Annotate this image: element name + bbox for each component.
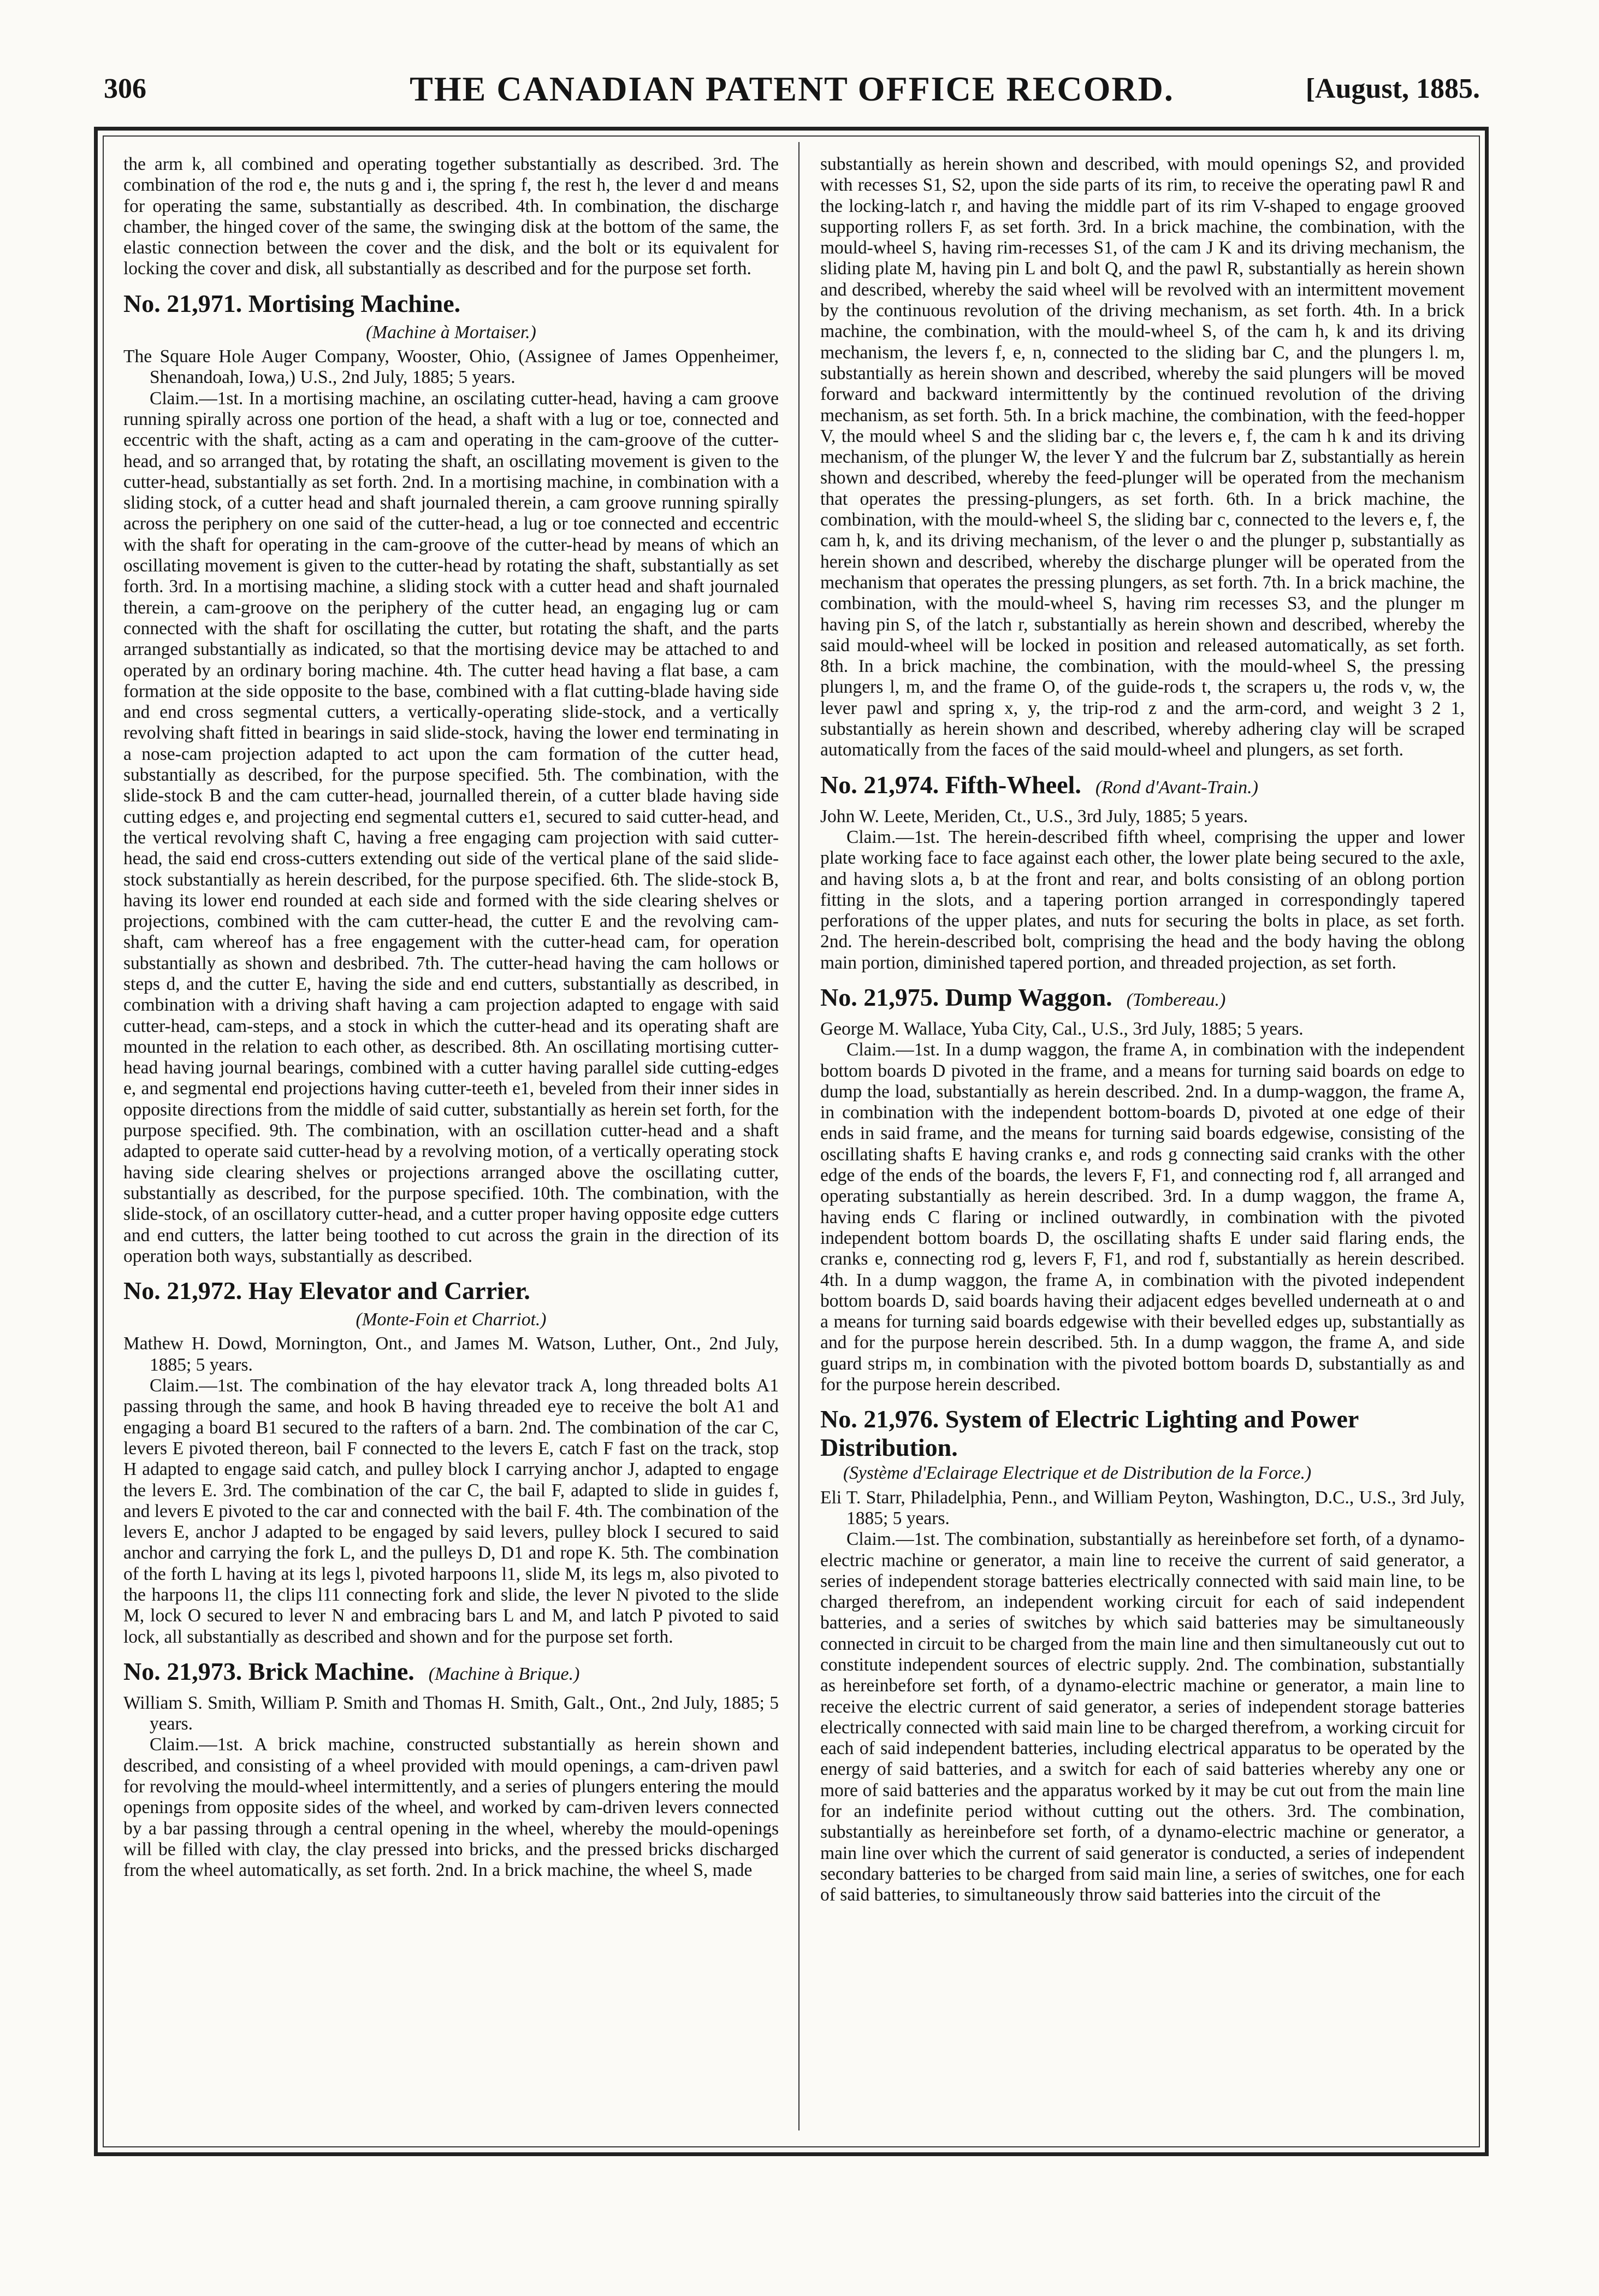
patent-title-21973: No. 21,973. Brick Machine. xyxy=(123,1657,414,1685)
claim-21975: Claim.—1st. In a dump waggon, the frame A, in combination with the independent bottom boards D pivoted in the frame, and a means for turning said boards on edge to dump the load, substantially as herein described. 2nd. In a dump-waggon, the frame A, in combination with the independent bottom-boards D, pivoted at one edge of their ends in said frame, and the means for turning said boards edgewise, consisting of the oscillating shafts E having cranks e, and rods g connecting said cranks with the other edge of the ends of the boards, the levers F, F1, and connecting rod f, all arranged and operating substantially as herein described. 3rd. In a dump waggon, the frame A, having ends C flaring or inclined outwardly, in combination with the pivoted independent bottom boards D, the oscillating shafts E under said flaring ends, the cranks e, connecting rod g, levers F, F1, and rod f, substantially as herein described. 4th. In a dump waggon, the frame A, in combination with the pivoted independent bottom boards D, said boards having their adjacent edges bevelled underneath at o and a means for turning said boards edgewise with their bevelled edges up, substantially as and for the purpose herein described. 5th. In a dump waggon, the frame A, and side guard strips m, in combination with the pivoted bottom boards D, substantially as and for the purpose herein described. xyxy=(820,1040,1465,1395)
patent-title-21974: No. 21,974. Fifth-Wheel. xyxy=(820,770,1081,799)
french-title-21975: (Tombereau.) xyxy=(1126,989,1226,1010)
claim-21971: Claim.—1st. In a mortising machine, an oscilating cutter-head, having a cam groove running spirally across one portion of the head, a shaft with a lug or toe, connected and eccentric with the shaft, acting as a cam and operating in the cam-groove of the cutter-head, and so arranged that, by rotating the shaft, an oscillating movement is given to the cutter-head, substantially as set forth. 2nd. In a mortising machine, in combination with a sliding stock, of a cutter head and shaft journaled therein, a cam groove running spirally across the periphery on one said of the cutter-head, a lug or toe connected and eccentric with the shaft for operating in the cam-groove of the cutter-head by means of which an oscillating movement is given to the cutter-head by rotating the shaft, substantially as set forth. 3rd. In a mortising machine, a sliding stock with a cutter head and shaft journaled therein, a cam-groove on the periphery of the cutter head, an engaging lug or cam connected with the shaft for oscillating the cutter, but rotating the shaft, and the parts arranged substantially as indicated, so that the mortising device may be attached to and operated by an ordinary boring machine. 4th. The cutter head having a flat base, a cam formation at the side opposite to the base, combined with a flat cutting-blade having side and end cross segmental cutters, a vertically-operating slide-stock, and a vertically revolving shaft fitted in bearings in said slide-stock, having the lower end terminating in a nose-cam projection adapted to act upon the cam formation of the cutter head, substantially as described, for the purpose specified. 5th. The combination, with the slide-stock B and the cam cutter-head, journalled therein, of a cutter blade having side cutting edges e, and projecting end segmental cutters e1, secured to said cutter-head, and the vertical revolving shaft C, having a free engaging cam projection with said cutter-head, the said end cross-cutters extending out side of the vertical plane of the said slide-stock substantially as herein described, for the purpose specified. 6th. The slide-stock B, having its lower end rounded at each side and formed with the side clearing shelves or projections, combined with the cam cutter-head, the cutter E and the revolving cam-shaft, cam whereof has a free engagement with the cutter-head cam, for operation substantially as shown and desbribed. 7th. The cutter-head having the cam hollows or steps d, and the cutter E, having the side and end cutters, substantially as described, in combination with a driving shaft having a cam projection adapted to engage with said cutter-head, cam-steps, and a stock in which the cutter-head and its operating shaft are mounted in the relation to each other, as described. 8th. An oscillating mortising cutter-head having journal bearings, combined with a cutter having parallel side cutting-edges e, and segmental end projections having cutter-teeth e1, beveled from their inner sides in opposite directions from the middle of said cutter, substantially as herein set forth, for the purpose specified. 9th. The combination, with an oscillation cutter-head and a shaft adapted to operate said cutter-head by a revolving motion, of a vertically operating stock having side clearing shelves or projections arranged above the oscillating cutter, substantially as described, for the purpose specified. 10th. The combination, with the slide-stock, of an oscillatory cutter-head, and a cutter proper having opposite edge cutters and end cutters, the latter being toothed to cut across the grain in the direction of its operation both ways, substantially as described. xyxy=(123,388,779,1266)
column-divider xyxy=(798,142,800,2130)
continued-claim-text-21973: substantially as herein shown and described, with mould openings S2, and provided with recesses S1, S2, upon the side parts of its rim, to receive the operating pawl R and the locking-latch r, and having the middle part of its rim V-shaped to engage grooved supporting rollers F, as set forth. 3rd. In a brick machine, the combination, with the mould-wheel S, having rim-recesses S1, of the cam J K and its driving mechanism, the sliding plate M, having pin L and bolt Q, and the pawl R, substantially as herein shown and described, whereby the said wheel will be revolved with an intermittent movement by the continuous revolution of the driving mechanism, as set forth. 4th. In a brick machine, the combination, with the mould-wheel S, of the cam h, k and its driving mechanism, the levers f, e, n, connected to the sliding bar C, and the plungers l. m, substantially as herein shown and described, whereby the said plungers will be moved forward and backward intermittently by the continued revolution of the driving mechanism, as set forth. 5th. In a brick machine, the combination, with the feed-hopper V, the mould wheel S and the sliding bar c, the levers e, f, the cam h k and its driving mechanism, of the plunger W, the lever Y and the fulcrum bar Z, substantially as herein shown and described, whereby the feed-plunger will be operated from the mechanism that operates the pressing-plungers, as set forth. 6th. In a brick machine, the combination, with the mould-wheel S, the sliding bar c, connected to the levers e, f, the cam h, k, and its driving mechanism, of the lever o and the plunger p, substantially as herein shown and described, whereby the discharge plunger will be operated from the mechanism that operates the pressing plungers, as set forth. 7th. In a brick machine, the combination, with the mould-wheel S, having rim recesses S3, and the plunger m having pin S, of the latch r, substantially as herein shown and described, whereby the said mould-wheel will be locked in position and released automatically, as set forth. 8th. In a brick machine, the combination, with the mould-wheel S, the pressing plungers l, m, and the frame O, of the guide-rods t, the scrapers u, the rods v, w, the lever pawl and spring x, y, the trip-rod z and the arm-cord, and weight 3 2 1, substantially as herein shown and described, whereby adhering clay will be scraped automatically from the faces of the said mould-wheel and plungers, as set forth. xyxy=(820,154,1465,760)
patent-heading-21975 xyxy=(820,983,1465,1014)
patent-heading-21974 xyxy=(820,771,1465,802)
right-column xyxy=(820,154,1465,2121)
assignee-21974: John W. Leete, Meriden, Ct., U.S., 3rd July, 1885; 5 years. xyxy=(820,806,1248,827)
french-title-21976: (Système d'Eclairage Electrique et de Distribution de la Force.) xyxy=(843,1463,1312,1484)
continued-claim-text: the arm k, all combined and operating together substantially as described. 3rd. The combination of the rod e, the nuts g and i, the spring f, the rest h, the lever d and means for operating the same, substantially as described. 4th. In combination, the discharge chamber, the hinged cover of the same, the swinging disk at the bottom of the same, the elastic connection between the cover and the disk, and the bolt or its equivalent for locking the cover and disk, all substantially as described and for the purpose set forth. xyxy=(123,154,779,279)
claim-21972: Claim.—1st. The combination of the hay elevator track A, long threaded bolts A1 passing through the same, and hook B having threaded eye to receive the bolt A1 and engaging a board B1 secured to the rafters of a barn. 2nd. The combination of the car C, levers E pivoted thereon, bail F connected to the levers E, catch F fast on the track, stop H adapted to engage said catch, and pulley block I carrying anchor J, adapted to engage the levers E. 3rd. The combination of the car C, the bail F, adapted to slide in guides f, and levers E pivoted to the car and connected with the bail F. 4th. The combination of the levers E, anchor J adapted to be engaged by said levers, pulley block I secured to said anchor and carrying the fork L, and the pulleys D, D1 and rope K. 5th. The combination of the forth L having at its legs l, pivoted harpoons l1, slide M, its legs m, also pivoted to the harpoons l1, the clips l11 connecting fork and slide, the lever N pivoted to the slide M, lock O secured to lever N and embracing bars L and M, and latch P pivoted to said lock, all substantially as described and shown and for the purpose set forth. xyxy=(123,1376,779,1647)
patent-heading-21973 xyxy=(123,1657,779,1689)
assignee-21972: Mathew H. Dowd, Mornington, Ont., and James M. Watson, Luther, Ont., 2nd July, 1885; 5 years. xyxy=(123,1333,779,1375)
french-title-21974: (Rond d'Avant-Train.) xyxy=(1095,777,1258,798)
assignee-21973: William S. Smith, William P. Smith and Thomas H. Smith, Galt., Ont., 2nd July, 1885; 5 years. xyxy=(123,1692,779,1734)
patent-heading-21976: No. 21,976. System of Electric Lighting and Power Distribution. xyxy=(820,1405,1359,1462)
assignee-21971: The Square Hole Auger Company, Wooster, Ohio, (Assignee of James Oppenheimer, Shenandoah, Iowa,) U.S., 2nd July, 1885; 5 years. xyxy=(123,346,779,388)
french-title-21973: (Machine à Brique.) xyxy=(428,1663,580,1684)
patent-heading-21971: No. 21,971. Mortising Machine. xyxy=(123,289,461,317)
patent-title-21975: No. 21,975. Dump Waggon. xyxy=(820,983,1112,1011)
assignee-21975: George M. Wallace, Yuba City, Cal., U.S., 3rd July, 1885; 5 years. xyxy=(820,1018,1304,1039)
page-number: 306 xyxy=(104,73,146,104)
claim-21974: Claim.—1st. The herein-described fifth wheel, comprising the upper and lower plate working face to face against each other, the lower plate being secured to the axle, and having slots a, b at the front and rear, and bolts consisting of an oblong portion fitting in the slots, and a tapering portion arranged in correspondingly tapered perforations of the upper plates, and nuts for securing the bolts in place, as set forth. 2nd. The herein-described bolt, comprising the head and the body having the oblong main portion, diminished tapered portion, and threaded projection, as set forth. xyxy=(820,827,1465,973)
french-title-21971: (Machine à Mortaiser.) xyxy=(366,322,536,343)
claim-21976: Claim.—1st. The combination, substantially as hereinbefore set forth, of a dynamo-electric machine or generator, a main line to receive the current of said generator, a series of independent storage batteries electrically connected with said main line, to be charged therefrom, an independent working circuit for each of said independent batteries, and a series of switches by which said batteries may be simultaneously connected in circuit to be charged from the main line and then simultaneously cut out to constitute independent sources of electric supply. 2nd. The combination, substantially as hereinbefore set forth, of a dynamo-electric machine or generator, a main line to receive the electric current of said generator, a series of independent storage batteries electrically connected with said main line to be charged therefrom, a working circuit for each of said independent batteries, including electrical apparatus to be operated by the energy of said batteries, and a switch for each of said batteries whereby any one or more of said batteries and the apparatus worked by it may be cut out from the main line for an indefinite period without cutting out the others. 3rd. The combination, substantially as hereinbefore set forth, of a dynamo-electric machine or generator, a main line over which the current of said generator is conducted, a series of independent secondary batteries to be charged from said main line, a series of switches, one for each of said batteries, to simultaneously throw said batteries into the circuit of the xyxy=(820,1529,1465,1905)
french-title-21972: (Monte-Foin et Charriot.) xyxy=(356,1309,547,1330)
issue-date: [August, 1885. xyxy=(1305,73,1480,104)
journal-title: THE CANADIAN PATENT OFFICE RECORD. xyxy=(410,69,1174,108)
left-column xyxy=(123,154,779,2121)
claim-21973: Claim.—1st. A brick machine, constructed substantially as herein shown and described, and consisting of a wheel provided with mould openings, a cam-driven pawl for revolving the mould-wheel intermittently, and a series of plungers entering the mould openings from opposite sides of the wheel, and worked by cam-driven levers connected by a bar passing through a central opening in the wheel, whereby the mould-openings will be filled with clay, the clay pressed into bricks, and the pressed bricks discharged from the wheel automatically, as set forth. 2nd. In a brick machine, the wheel S, made xyxy=(123,1734,779,1881)
assignee-21976: Eli T. Starr, Philadelphia, Penn., and William Peyton, Washington, D.C., U.S., 3rd July, 1885; 5 years. xyxy=(820,1487,1465,1528)
patent-heading-21972: No. 21,972. Hay Elevator and Carrier. xyxy=(123,1277,530,1305)
page-header xyxy=(104,64,1480,114)
